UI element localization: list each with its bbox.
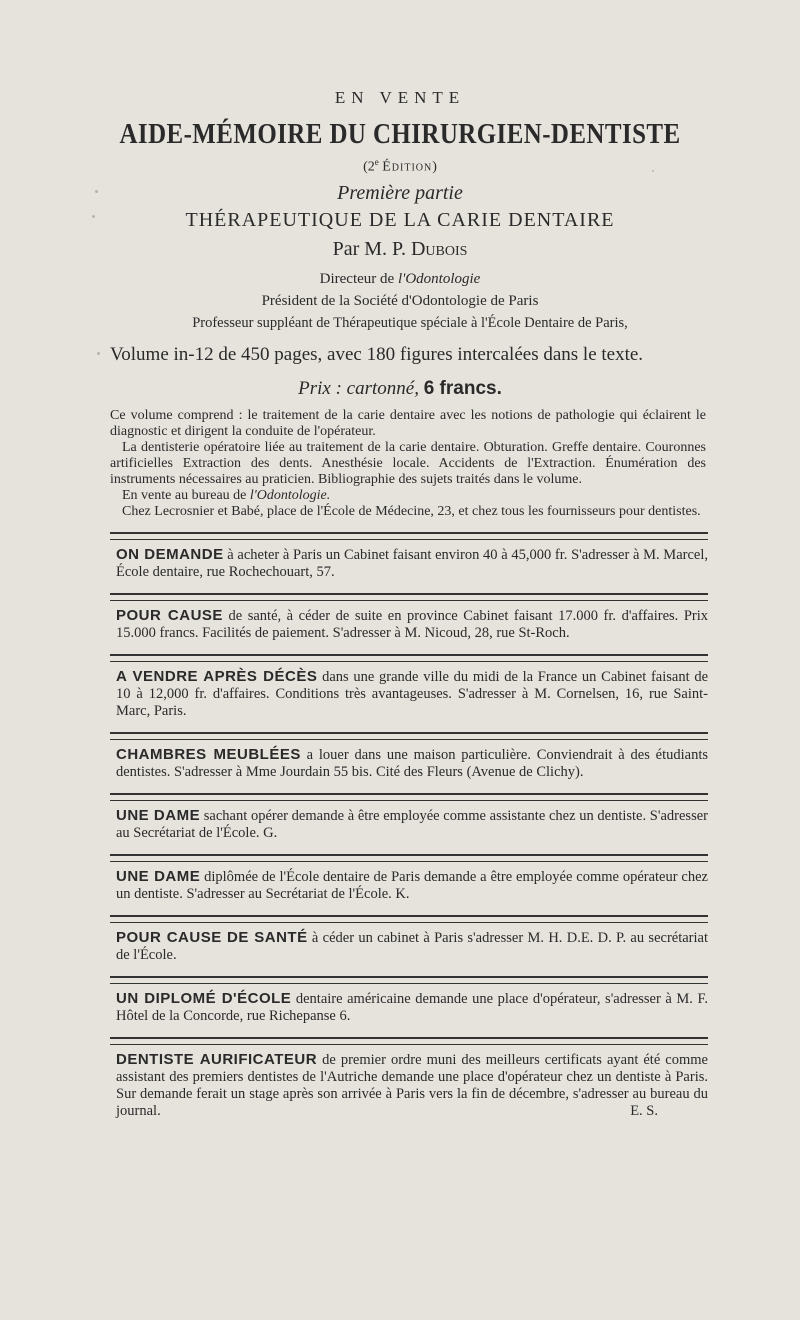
divider: [110, 1037, 708, 1045]
author-role-3: Professeur suppléant de Thérapeutique spéciale à l'École Dentaire de Paris,: [192, 314, 628, 331]
ad-lead: POUR CAUSE: [116, 606, 223, 624]
edition-suffix: ): [432, 159, 437, 175]
ad-text: à acheter à Paris un Cabinet faisant environ 40 à 45,000 fr. S'adresser à M. Marcel, École dentaire, rue Rochechouart, 57.: [116, 546, 708, 580]
author-name: Dubois: [410, 237, 468, 260]
ad-lead: UN DIPLOMÉ D'ÉCOLE: [116, 989, 292, 1007]
part-label: Première partie: [337, 181, 463, 204]
author-role-2: Président de la Société d'Odontologie de Paris: [261, 292, 539, 309]
classified-ad: [116, 607, 708, 642]
classified-ad: [116, 807, 708, 842]
divider: [110, 854, 708, 862]
classified-ad: [116, 1051, 708, 1120]
price-label: Prix : cartonné,: [298, 377, 419, 399]
paper-speck: [97, 352, 100, 355]
classified-ad: [116, 668, 708, 720]
ad-lead: A VENDRE APRÈS DÉCÈS: [116, 667, 318, 685]
ad-text: a louer dans une maison particulière. Conviendrait à des étudiants dentistes. S'adresser à Mme Jourdain 55 bis. Cité des Fleurs (Avenue de Clichy).: [116, 746, 708, 780]
ad-signature: E. S.: [630, 1102, 658, 1119]
divider: [110, 593, 708, 601]
edition-word: Édition: [382, 159, 433, 175]
ad-text: dentaire américaine demande une place d'opérateur, s'adresser à M. F. Hôtel de la Concorde, rue Richepanse 6.: [116, 990, 708, 1024]
paper-speck: [95, 190, 98, 193]
book-title: AIDE-MÉMOIRE DU CHIRURGIEN-DENTISTE: [119, 118, 681, 150]
ad-text: diplômée de l'École dentaire de Paris demande a être employée comme opérateur chez un dentiste. S'adresser au Secrétariat de l'École. K.: [116, 868, 708, 902]
price-line: [0, 378, 800, 400]
role-1-prefix: Directeur de: [319, 270, 398, 287]
divider: [110, 793, 708, 801]
ad-lead: CHAMBRES MEUBLÉES: [116, 745, 301, 763]
ad-lead: UNE DAME: [116, 867, 201, 885]
edition-prefix: (2: [363, 159, 375, 175]
author-role-1: [0, 271, 800, 288]
author-prefix: Par M. P.: [332, 237, 411, 260]
ad-lead: POUR CAUSE DE SANTÉ: [116, 928, 308, 946]
ad-lead: DENTISTE AURIFICATEUR: [116, 1050, 318, 1068]
paper-speck: [92, 215, 95, 218]
description-paragraph-4: Chez Lecrosnier et Babé, place de l'École de Médecine, 23, et chez tous les fournisseurs pour dentistes.: [122, 503, 701, 519]
author-line: [0, 238, 800, 261]
edition-sup: e: [374, 157, 379, 167]
ad-text: dans une grande ville du midi de la France un Cabinet faisant de 10 à 12,000 fr. d'affaires. Conditions très avantageuses. S'adresser à M. Cornelsen, 16, rue Saint-Marc, Paris.: [116, 668, 709, 719]
description-paragraph-3: [110, 488, 706, 504]
ad-text: à céder un cabinet à Paris s'adresser M. H. D.E. D. P. au secrétariat de l'École.: [116, 929, 708, 963]
en-vente-heading: EN VENTE: [334, 88, 466, 107]
divider: [110, 976, 708, 984]
classified-ad: [116, 868, 708, 903]
description-paragraph-1: Ce volume comprend : le traitement de la carie dentaire avec les notions de pathologie qui éclairent le diagnostic et dirigent la conduite de l'opérateur.: [110, 407, 706, 439]
classified-ad: [116, 746, 708, 781]
classified-ad: [116, 990, 708, 1025]
classified-ad: [116, 929, 708, 964]
book-subject: THÉRAPEUTIQUE DE LA CARIE DENTAIRE: [185, 208, 615, 231]
price-value: 6 francs.: [423, 377, 502, 399]
ad-lead: UNE DAME: [116, 806, 201, 824]
journal-name: l'Odontologie.: [249, 487, 331, 503]
divider: [110, 732, 708, 740]
divider: [110, 532, 708, 540]
ad-text: sachant opérer demande à être employée comme assistante chez un dentiste. S'adresser au Secrétariat de l'École. G.: [116, 807, 708, 841]
classified-ad: [116, 546, 708, 581]
description-paragraph-2: La dentisterie opératoire liée au traitement de la carie dentaire. Obturation. Greffe dentaire. Couronnes artificielles Extraction des dents. Anesthésie locale. Accidents de l'Extraction. Énumération des instruments nécessaires au praticien. Bibliographie des sujets traités dans le volume.: [110, 439, 706, 487]
role-1-italic: l'Odontologie: [397, 270, 481, 287]
paper-speck: [652, 170, 654, 172]
sale-office-text: En vente au bureau de: [122, 487, 247, 503]
edition-note: [0, 157, 800, 176]
volume-info: Volume in-12 de 450 pages, avec 180 figures intercalées dans le texte.: [110, 343, 644, 365]
ad-lead: ON DEMANDE: [116, 545, 224, 563]
divider: [110, 654, 708, 662]
book-description: [110, 408, 706, 520]
ad-text: de premier ordre muni des meilleurs certificats ayant été comme assistant des premiers dentistes de l'Autriche demande une place d'opérateur chez un dentiste à Paris. Sur demande ferait un stage après son arrivée à Paris vers la fin de décembre, s'adresser au bureau du journal.: [116, 1051, 708, 1119]
ad-text: de santé, à céder de suite en province Cabinet faisant 17.000 fr. d'affaires. Prix 15.000 francs. Facilités de paiement. S'adresser à M. Nicoud, 28, rue St-Roch.: [116, 607, 708, 641]
divider: [110, 915, 708, 923]
